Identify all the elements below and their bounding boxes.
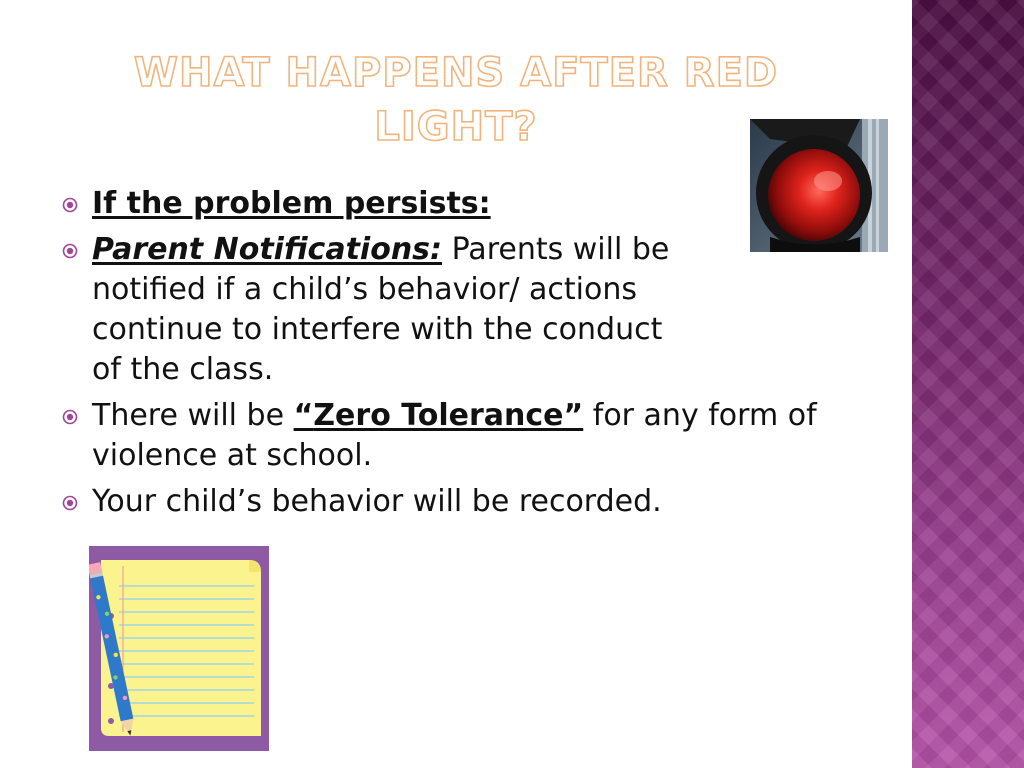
notepad-image	[89, 546, 269, 751]
zero-tolerance-emphasis	[294, 398, 584, 433]
list-item	[62, 230, 862, 390]
bullet-text: for any form of violence at school.	[92, 398, 817, 473]
list-item	[62, 482, 862, 522]
emphasis-text: Zero Tolerance	[313, 398, 564, 433]
bullet-icon	[62, 495, 78, 511]
quote-open: “	[293, 398, 314, 433]
bullet-icon	[62, 197, 78, 213]
bullet-heading: If the problem persists:	[92, 186, 491, 221]
bullet-icon	[62, 409, 78, 425]
bullet-icon	[62, 243, 78, 259]
bullet-text: Your child’s behavior will be recorded.	[92, 484, 662, 519]
slide-title: WHAT HAPPENS AFTER RED LIGHT?	[133, 50, 779, 150]
list-item	[62, 184, 862, 224]
bullet-text: Parents will be notified if a child’s behavior/ actions continue to interfere with the conduct of the class.	[92, 232, 670, 387]
decorative-side-band	[912, 0, 1024, 768]
list-item	[62, 396, 862, 476]
bullet-heading: Parent Notifications:	[92, 232, 443, 267]
quote-close: ”	[563, 398, 584, 433]
bullet-list	[62, 184, 862, 528]
bullet-text: There will be	[92, 398, 294, 433]
